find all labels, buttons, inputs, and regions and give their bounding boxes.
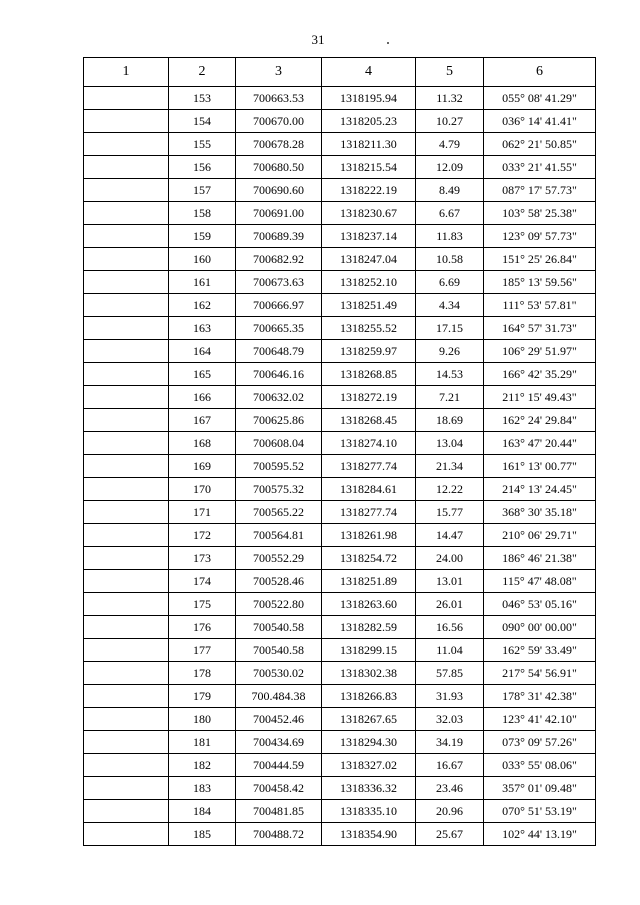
- table-row: [84, 248, 596, 271]
- table-cell: 157: [169, 179, 236, 202]
- table-cell: 160: [169, 248, 236, 271]
- table-cell: 1318263.60: [322, 593, 416, 616]
- table-cell: [84, 662, 169, 685]
- table-cell: 11.04: [416, 639, 484, 662]
- table-cell: 1318299.15: [322, 639, 416, 662]
- table-cell: 184: [169, 800, 236, 823]
- table-cell: [84, 570, 169, 593]
- table-cell: 700540.58: [236, 639, 322, 662]
- table-row: [84, 156, 596, 179]
- table-cell: 103° 58' 25.38": [484, 202, 596, 225]
- table-cell: 111° 53' 57.81": [484, 294, 596, 317]
- table-cell: 31.93: [416, 685, 484, 708]
- table-cell: 162° 24' 29.84": [484, 409, 596, 432]
- table-cell: [84, 110, 169, 133]
- table-cell: 178° 31' 42.38": [484, 685, 596, 708]
- header-row: [84, 58, 596, 87]
- table-cell: 4.79: [416, 133, 484, 156]
- table-cell: 10.27: [416, 110, 484, 133]
- table-cell: 123° 09' 57.73": [484, 225, 596, 248]
- table-cell: [84, 524, 169, 547]
- table-cell: 700691.00: [236, 202, 322, 225]
- table-cell: 167: [169, 409, 236, 432]
- table-cell: 087° 17' 57.73": [484, 179, 596, 202]
- table-row: [84, 317, 596, 340]
- table-cell: 14.47: [416, 524, 484, 547]
- table-cell: 176: [169, 616, 236, 639]
- table-cell: 700666.97: [236, 294, 322, 317]
- table-cell: 1318237.14: [322, 225, 416, 248]
- column-header: 2: [169, 58, 236, 87]
- table-cell: 700488.72: [236, 823, 322, 846]
- table-cell: 700481.85: [236, 800, 322, 823]
- table-cell: 700575.32: [236, 478, 322, 501]
- table-cell: 25.67: [416, 823, 484, 846]
- table-cell: 700540.58: [236, 616, 322, 639]
- table-cell: 700595.52: [236, 455, 322, 478]
- table-cell: 1318259.97: [322, 340, 416, 363]
- table-cell: 162: [169, 294, 236, 317]
- table-cell: 1318254.72: [322, 547, 416, 570]
- table-cell: 700680.50: [236, 156, 322, 179]
- table-row: [84, 570, 596, 593]
- table-cell: 164: [169, 340, 236, 363]
- table-cell: 26.01: [416, 593, 484, 616]
- table-row: [84, 271, 596, 294]
- table-cell: 161° 13' 00.77": [484, 455, 596, 478]
- table-row: [84, 363, 596, 386]
- table-cell: 161: [169, 271, 236, 294]
- table-cell: [84, 731, 169, 754]
- table-row: [84, 110, 596, 133]
- table-row: [84, 133, 596, 156]
- table-cell: 700648.79: [236, 340, 322, 363]
- table-cell: 700452.46: [236, 708, 322, 731]
- table-cell: 046° 53' 05.16": [484, 593, 596, 616]
- table-cell: 033° 55' 08.06": [484, 754, 596, 777]
- table-cell: 171: [169, 501, 236, 524]
- table-cell: 1318251.49: [322, 294, 416, 317]
- table-cell: 700565.22: [236, 501, 322, 524]
- table-cell: 073° 09' 57.26": [484, 731, 596, 754]
- table-cell: 1318284.61: [322, 478, 416, 501]
- table-cell: 1318277.74: [322, 501, 416, 524]
- table-cell: 368° 30' 35.18": [484, 501, 596, 524]
- table-cell: 168: [169, 432, 236, 455]
- table-cell: 1318222.19: [322, 179, 416, 202]
- table-cell: 15.77: [416, 501, 484, 524]
- table-cell: [84, 754, 169, 777]
- table-cell: 10.58: [416, 248, 484, 271]
- table-cell: 1318327.02: [322, 754, 416, 777]
- table-cell: 57.85: [416, 662, 484, 685]
- table-row: [84, 708, 596, 731]
- table-cell: 1318282.59: [322, 616, 416, 639]
- table-cell: 174: [169, 570, 236, 593]
- table-cell: 166: [169, 386, 236, 409]
- table-cell: 175: [169, 593, 236, 616]
- table-cell: [84, 823, 169, 846]
- table-cell: 182: [169, 754, 236, 777]
- table-cell: [84, 685, 169, 708]
- table-cell: 214° 13' 24.45": [484, 478, 596, 501]
- table-cell: 1318251.89: [322, 570, 416, 593]
- table-cell: 700458.42: [236, 777, 322, 800]
- table-row: [84, 524, 596, 547]
- table-cell: 177: [169, 639, 236, 662]
- table-row: [84, 432, 596, 455]
- table-cell: 090° 00' 00.00": [484, 616, 596, 639]
- table-cell: [84, 156, 169, 179]
- table-row: [84, 455, 596, 478]
- table-cell: 154: [169, 110, 236, 133]
- table-cell: 106° 29' 51.97": [484, 340, 596, 363]
- table-cell: 11.32: [416, 87, 484, 110]
- table-cell: [84, 800, 169, 823]
- table-cell: 1318255.52: [322, 317, 416, 340]
- table-cell: [84, 294, 169, 317]
- table-cell: 24.00: [416, 547, 484, 570]
- table-cell: [84, 179, 169, 202]
- table-cell: 1318267.65: [322, 708, 416, 731]
- table-cell: 1318211.30: [322, 133, 416, 156]
- table-cell: 062° 21' 50.85": [484, 133, 596, 156]
- table-cell: 163° 47' 20.44": [484, 432, 596, 455]
- table-cell: 185: [169, 823, 236, 846]
- table-cell: [84, 87, 169, 110]
- table-cell: 9.26: [416, 340, 484, 363]
- table-cell: [84, 386, 169, 409]
- table-cell: 183: [169, 777, 236, 800]
- table-cell: 158: [169, 202, 236, 225]
- table-cell: 172: [169, 524, 236, 547]
- table-cell: 21.34: [416, 455, 484, 478]
- table-cell: 1318274.10: [322, 432, 416, 455]
- table-cell: 16.67: [416, 754, 484, 777]
- page-number: 31: [311, 32, 325, 47]
- table-cell: 055° 08' 41.29": [484, 87, 596, 110]
- table-row: [84, 225, 596, 248]
- table-cell: 700434.69: [236, 731, 322, 754]
- table-cell: [84, 432, 169, 455]
- table-row: [84, 639, 596, 662]
- table-cell: [84, 501, 169, 524]
- table-cell: 153: [169, 87, 236, 110]
- table-cell: [84, 317, 169, 340]
- table-cell: [84, 248, 169, 271]
- column-header: 5: [416, 58, 484, 87]
- table-row: [84, 478, 596, 501]
- scan-speck: [387, 42, 389, 44]
- table-cell: 070° 51' 53.19": [484, 800, 596, 823]
- table-cell: 1318302.38: [322, 662, 416, 685]
- table-row: [84, 501, 596, 524]
- table-cell: 033° 21' 41.55": [484, 156, 596, 179]
- table-cell: 11.83: [416, 225, 484, 248]
- table-cell: 1318354.90: [322, 823, 416, 846]
- column-header: 1: [84, 58, 169, 87]
- table-cell: 159: [169, 225, 236, 248]
- table-cell: 155: [169, 133, 236, 156]
- table-cell: 13.01: [416, 570, 484, 593]
- table-cell: 12.09: [416, 156, 484, 179]
- table-cell: [84, 639, 169, 662]
- table-cell: 4.34: [416, 294, 484, 317]
- table-cell: 1318247.04: [322, 248, 416, 271]
- table-cell: 211° 15' 49.43": [484, 386, 596, 409]
- table-cell: 8.49: [416, 179, 484, 202]
- table-body: [84, 87, 596, 846]
- table-row: [84, 87, 596, 110]
- table-cell: 6.69: [416, 271, 484, 294]
- table-row: [84, 731, 596, 754]
- table-cell: 700522.80: [236, 593, 322, 616]
- table-cell: [84, 225, 169, 248]
- table-cell: 700663.53: [236, 87, 322, 110]
- table-cell: 123° 41' 42.10": [484, 708, 596, 731]
- table-cell: 700552.29: [236, 547, 322, 570]
- table-cell: [84, 708, 169, 731]
- table-cell: 700625.86: [236, 409, 322, 432]
- table-cell: 12.22: [416, 478, 484, 501]
- table-cell: [84, 777, 169, 800]
- table-cell: 16.56: [416, 616, 484, 639]
- table-cell: 166° 42' 35.29": [484, 363, 596, 386]
- table-cell: 7.21: [416, 386, 484, 409]
- table-cell: 115° 47' 48.08": [484, 570, 596, 593]
- table-row: [84, 593, 596, 616]
- table-cell: 1318335.10: [322, 800, 416, 823]
- table-cell: 162° 59' 33.49": [484, 639, 596, 662]
- column-header: 3: [236, 58, 322, 87]
- table-cell: 700673.63: [236, 271, 322, 294]
- table-cell: 186° 46' 21.38": [484, 547, 596, 570]
- table-cell: 164° 57' 31.73": [484, 317, 596, 340]
- table-cell: 1318294.30: [322, 731, 416, 754]
- table-cell: 700682.92: [236, 248, 322, 271]
- table-cell: 1318268.45: [322, 409, 416, 432]
- table-cell: 700678.28: [236, 133, 322, 156]
- table-cell: [84, 133, 169, 156]
- table-cell: 700690.60: [236, 179, 322, 202]
- table-cell: 20.96: [416, 800, 484, 823]
- table-cell: 700665.35: [236, 317, 322, 340]
- table-cell: 700564.81: [236, 524, 322, 547]
- table-cell: [84, 409, 169, 432]
- table-cell: [84, 593, 169, 616]
- table-row: [84, 179, 596, 202]
- table-cell: 1318252.10: [322, 271, 416, 294]
- table-cell: 18.69: [416, 409, 484, 432]
- table-cell: 163: [169, 317, 236, 340]
- table-row: [84, 547, 596, 570]
- table-row: [84, 800, 596, 823]
- table-cell: 1318261.98: [322, 524, 416, 547]
- table-row: [84, 616, 596, 639]
- table-cell: 700632.02: [236, 386, 322, 409]
- table-cell: 179: [169, 685, 236, 708]
- table-cell: 210° 06' 29.71": [484, 524, 596, 547]
- table-cell: 185° 13' 59.56": [484, 271, 596, 294]
- table-row: [84, 777, 596, 800]
- table-cell: [84, 616, 169, 639]
- table-cell: 1318277.74: [322, 455, 416, 478]
- table-cell: 700646.16: [236, 363, 322, 386]
- table-cell: 6.67: [416, 202, 484, 225]
- table-row: [84, 202, 596, 225]
- table-cell: 34.19: [416, 731, 484, 754]
- table-cell: 1318266.83: [322, 685, 416, 708]
- table-cell: 700.484.38: [236, 685, 322, 708]
- table-cell: [84, 202, 169, 225]
- table-row: [84, 409, 596, 432]
- table-cell: 181: [169, 731, 236, 754]
- table-cell: 217° 54' 56.91": [484, 662, 596, 685]
- column-header: 6: [484, 58, 596, 87]
- table-cell: [84, 547, 169, 570]
- table-row: [84, 823, 596, 846]
- table-cell: 14.53: [416, 363, 484, 386]
- table-cell: 151° 25' 26.84": [484, 248, 596, 271]
- table-cell: 102° 44' 13.19": [484, 823, 596, 846]
- coordinates-table: [83, 57, 596, 846]
- table-cell: 036° 14' 41.41": [484, 110, 596, 133]
- table-cell: 170: [169, 478, 236, 501]
- table-cell: 700530.02: [236, 662, 322, 685]
- table-cell: 17.15: [416, 317, 484, 340]
- table-cell: 1318195.94: [322, 87, 416, 110]
- table-cell: 156: [169, 156, 236, 179]
- table-cell: 173: [169, 547, 236, 570]
- table-row: [84, 685, 596, 708]
- table-cell: [84, 455, 169, 478]
- table-cell: 1318215.54: [322, 156, 416, 179]
- table-cell: 178: [169, 662, 236, 685]
- table-row: [84, 754, 596, 777]
- table-cell: 32.03: [416, 708, 484, 731]
- table-cell: 700528.46: [236, 570, 322, 593]
- table-cell: 1318336.32: [322, 777, 416, 800]
- table-cell: 700444.59: [236, 754, 322, 777]
- table-cell: 169: [169, 455, 236, 478]
- table-row: [84, 294, 596, 317]
- table-cell: 700608.04: [236, 432, 322, 455]
- table-row: [84, 340, 596, 363]
- table-cell: 23.46: [416, 777, 484, 800]
- table-cell: 13.04: [416, 432, 484, 455]
- table-cell: 1318205.23: [322, 110, 416, 133]
- table-cell: [84, 478, 169, 501]
- table-row: [84, 662, 596, 685]
- table-cell: 1318268.85: [322, 363, 416, 386]
- table-cell: [84, 363, 169, 386]
- column-header: 4: [322, 58, 416, 87]
- table-cell: 700689.39: [236, 225, 322, 248]
- table-cell: 357° 01' 09.48": [484, 777, 596, 800]
- table-cell: 165: [169, 363, 236, 386]
- table-cell: 700670.00: [236, 110, 322, 133]
- table-cell: 1318230.67: [322, 202, 416, 225]
- table-cell: 180: [169, 708, 236, 731]
- table-cell: 1318272.19: [322, 386, 416, 409]
- table-cell: [84, 340, 169, 363]
- table-cell: [84, 271, 169, 294]
- table-row: [84, 386, 596, 409]
